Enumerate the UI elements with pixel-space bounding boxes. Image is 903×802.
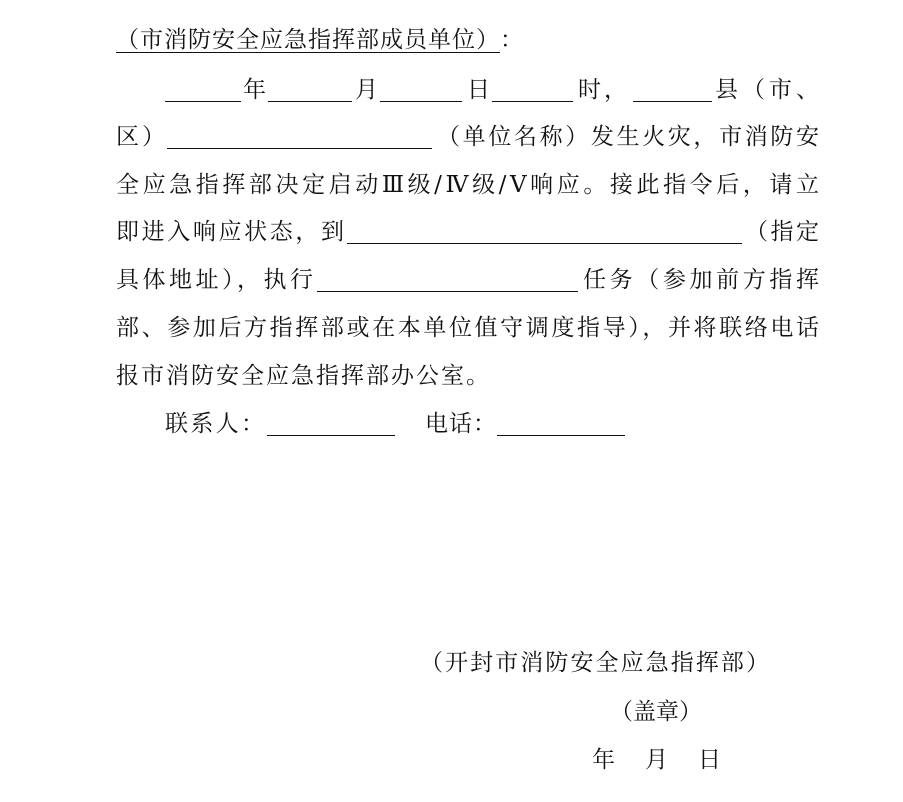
- issuer: （开封市消防安全应急指挥部）: [420, 650, 770, 676]
- signature-date-month: 月: [645, 747, 669, 773]
- unit-name-clause: （单位名称）发生火灾，市消防安: [437, 124, 820, 150]
- signature-date-day: 日: [698, 747, 722, 773]
- addressee: （市消防安全应急指挥部成员单位）: [116, 27, 500, 53]
- contact-line: [165, 410, 625, 438]
- task-line: [116, 266, 820, 294]
- datetime-line: [165, 76, 820, 104]
- task-prefix: 具体地址），执行: [116, 267, 314, 293]
- report-clause: 报市消防安全应急指挥部办公室。: [116, 363, 491, 389]
- district-suffix: 区）: [116, 124, 166, 150]
- issuer-line: [420, 649, 770, 677]
- signature-date-year: 年: [592, 747, 616, 773]
- contact-person-label: 联系人：: [165, 411, 265, 437]
- unit-name-blank: [167, 123, 432, 149]
- location-prefix: 即进入响应状态，到: [116, 219, 345, 245]
- county-unit: 县（市、: [715, 77, 820, 103]
- phone-label: 电话：: [425, 411, 497, 437]
- task-suffix: 任务（参加前方指挥: [583, 267, 820, 293]
- task-blank: [317, 266, 578, 292]
- contact-person-blank: [267, 410, 395, 436]
- command-line: [116, 314, 820, 342]
- addressee-colon: ：: [500, 27, 524, 53]
- report-line: [116, 362, 491, 390]
- month-unit: 月: [355, 77, 379, 103]
- year-blank: [165, 76, 241, 102]
- response-clause: 全应急指挥部决定启动Ⅲ级/Ⅳ级/Ⅴ响应。接此指令后，请立: [116, 172, 820, 198]
- year-unit: 年: [243, 77, 267, 103]
- command-clause: 部、参加后方指挥部或在本单位值守调度指导），并将联络电话: [116, 315, 820, 341]
- hour-blank: [492, 76, 573, 102]
- addressee-line: [116, 26, 524, 54]
- county-blank: [633, 76, 712, 102]
- location-line: [116, 218, 820, 246]
- signature-date-line: [592, 746, 723, 774]
- unit-line: [116, 123, 820, 151]
- location-suffix: （指定: [745, 219, 820, 245]
- day-unit: 日: [467, 77, 491, 103]
- seal-label: （盖章）: [610, 699, 702, 725]
- location-blank: [347, 218, 742, 244]
- day-blank: [380, 76, 462, 102]
- response-line: [116, 171, 820, 199]
- hour-unit: 时，: [578, 77, 628, 103]
- phone-blank: [497, 410, 625, 436]
- seal-line: [610, 698, 702, 726]
- month-blank: [268, 76, 352, 102]
